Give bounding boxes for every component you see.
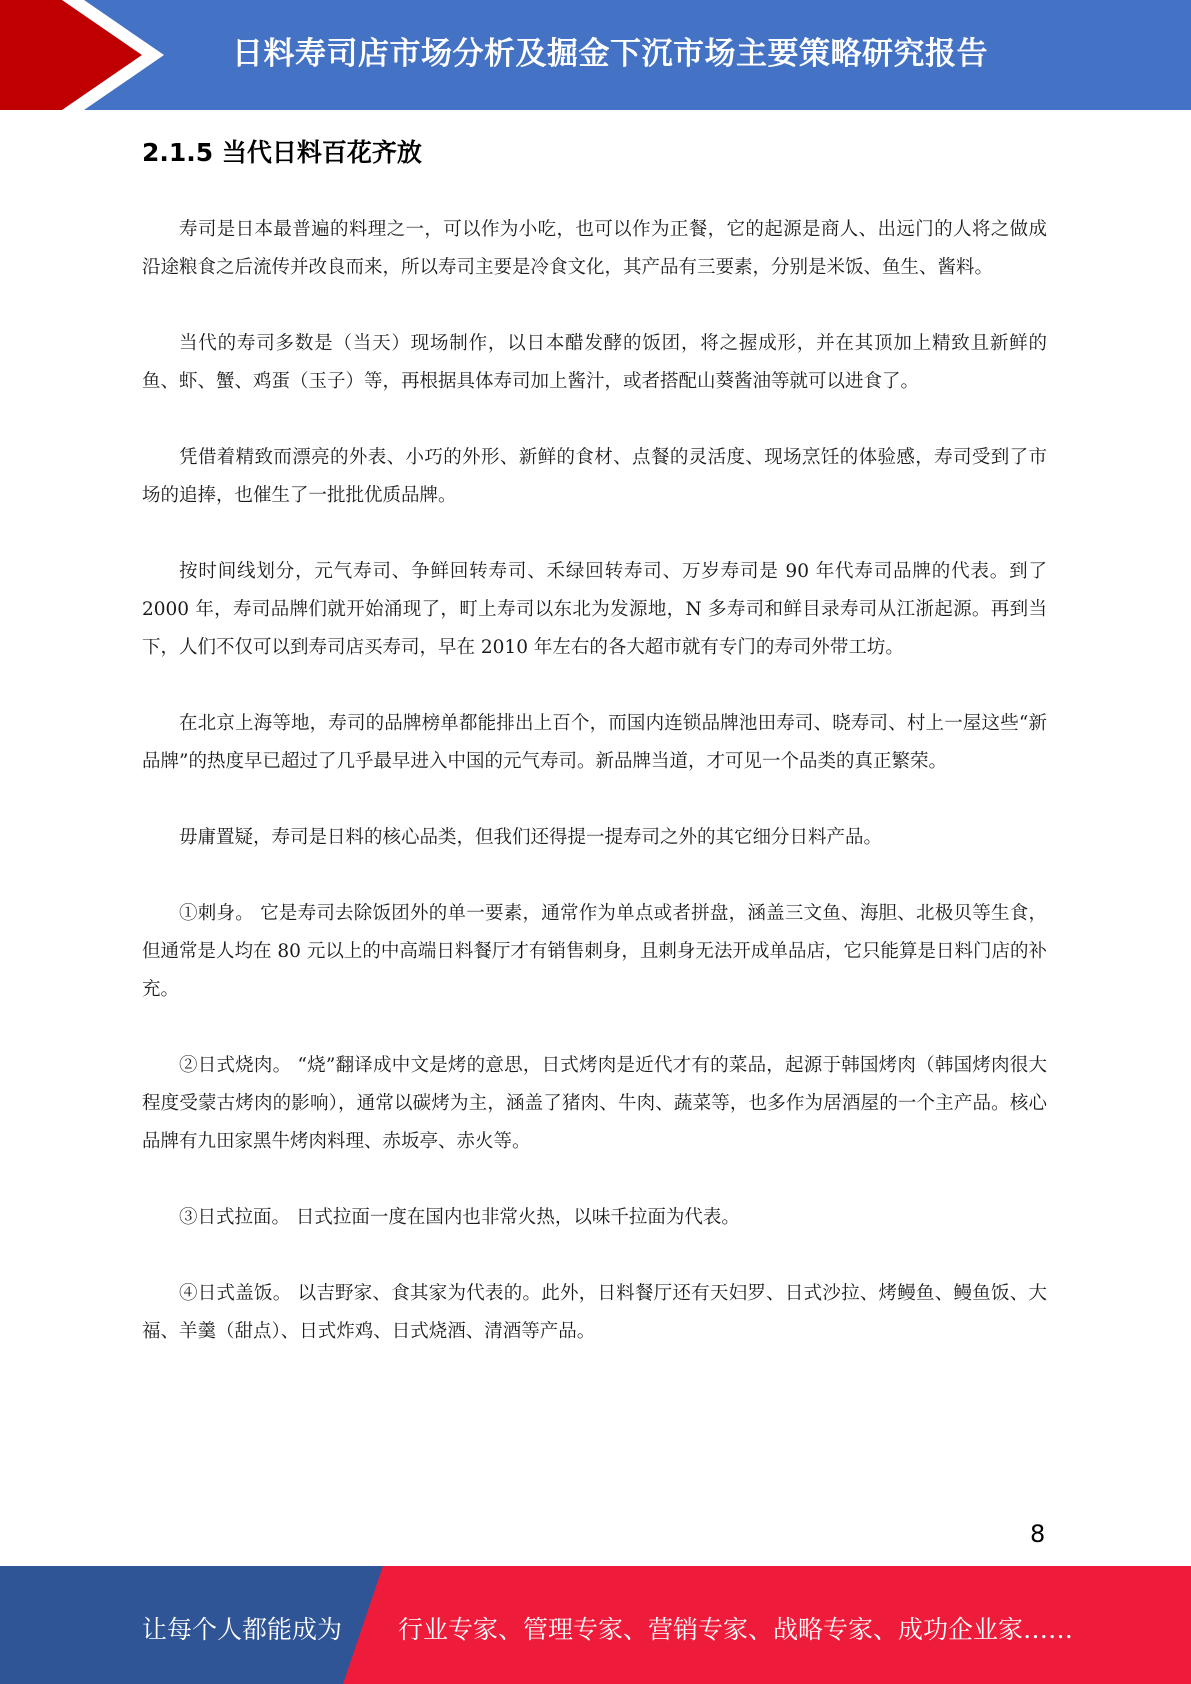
page-footer [0,1566,1191,1684]
paragraph: ③日式拉面。 日式拉面一度在国内也非常火热，以味千拉面为代表。 [179,1207,740,1228]
paragraph: 当代的寿司多数是（当天）现场制作，以日本醋发酵的饭团，将之握成形，并在其顶加上精致且新鲜的鱼、虾、蟹、鸡蛋（玉子）等，再根据具体寿司加上酱汁，或者搭配山葵酱油等就可以进食了。 [142,333,1047,392]
report-title: 日料寿司店市场分析及掘金下沉市场主要策略研究报告 [232,36,988,72]
paragraph: 按时间线划分，元气寿司、争鲜回转寿司、禾绿回转寿司、万岁寿司是 90 年代寿司品牌的代表。到了 2000 年，寿司品牌们就开始涌现了，町上寿司以东北为发源地，N 多寿司和鲜目录寿司从江浙起源。再到当下，人们不仅可以到寿司店买寿司，早在 2010 年左右的各大超市就有专门的寿司外带工坊。 [142,561,1047,658]
paragraph: 在北京上海等地，寿司的品牌榜单都能排出上百个，而国内连锁品牌池田寿司、晓寿司、村上一屋这些“新品牌”的热度早已超过了几乎最早进入中国的元气寿司。新品牌当道，才可见一个品类的真正繁荣。 [142,713,1047,772]
paragraph: 寿司是日本最普遍的料理之一，可以作为小吃，也可以作为正餐，它的起源是商人、出远门的人将之做成沿途粮食之后流传并改良而来，所以寿司主要是冷食文化，其产品有三要素，分别是米饭、鱼生、酱料。 [142,219,1047,278]
footer-slogan-right: 行业专家、管理专家、营销专家、战略专家、成功企业家…… [398,1615,1074,1644]
paragraph: 毋庸置疑，寿司是日料的核心品类，但我们还得提一提寿司之外的其它细分日料产品。 [179,827,883,848]
body-text [142,211,1047,1389]
paragraph: ④日式盖饭。 以吉野家、食其家为代表的。此外，日料餐厅还有天妇罗、日式沙拉、烤鳗鱼、鳗鱼饭、大福、羊羹（甜点）、日式炸鸡、日式烧酒、清酒等产品。 [142,1283,1047,1342]
page-header [0,0,1191,110]
paragraph: 凭借着精致而漂亮的外表、小巧的外形、新鲜的食材、点餐的灵活度、现场烹饪的体验感，寿司受到了市场的追捧，也催生了一批批优质品牌。 [142,447,1047,506]
footer-slogan-left: 让每个人都能成为 [142,1615,343,1644]
paragraph: ②日式烧肉。 “烧”翻译成中文是烤的意思，日式烤肉是近代才有的菜品，起源于韩国烤肉（韩国烤肉很大程度受蒙古烤肉的影响），通常以碳烤为主，涵盖了猪肉、牛肉、蔬菜等，也多作为居酒屋的一个主产品。核心品牌有九田家黑牛烤肉料理、赤坂亭、赤火等。 [142,1055,1047,1152]
page-number: 8 [1030,1520,1046,1548]
paragraph: ①刺身。 它是寿司去除饭团外的单一要素，通常作为单点或者拼盘，涵盖三文鱼、海胆、北极贝等生食，但通常是人均在 80 元以上的中高端日料餐厅才有销售刺身，且刺身无法开成单品店，它只能算是日料门店的补充。 [142,903,1047,1000]
section-heading: 2.1.5 当代日料百花齐放 [142,138,422,167]
